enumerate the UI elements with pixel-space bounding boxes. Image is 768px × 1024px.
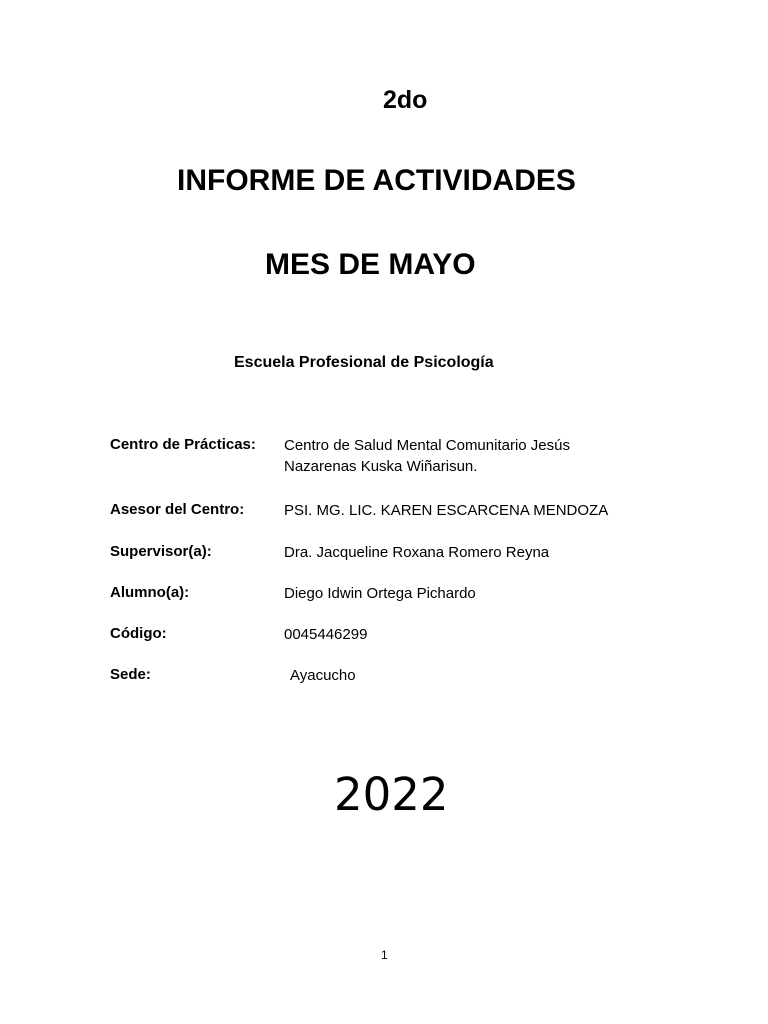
codigo-value: 0045446299 — [284, 626, 368, 643]
centro-value-line1: Centro de Salud Mental Comunitario Jesús — [284, 437, 570, 454]
document-year: 2022 — [334, 768, 449, 821]
sede-value: Ayacucho — [290, 667, 356, 684]
document-subtitle: MES DE MAYO — [265, 248, 476, 281]
edition-label: 2do — [383, 86, 428, 114]
supervisor-label: Supervisor(a): — [110, 543, 212, 560]
alumno-label: Alumno(a): — [110, 584, 190, 601]
asesor-label: Asesor del Centro: — [110, 501, 245, 518]
codigo-label: Código: — [110, 625, 167, 642]
supervisor-value: Dra. Jacqueline Roxana Romero Reyna — [284, 544, 550, 561]
centro-value-line2: Nazarenas Kuska Wiñarisun. — [284, 458, 478, 475]
asesor-value: PSI. MG. LIC. KAREN ESCARCENA MENDOZA — [284, 502, 609, 519]
sede-label: Sede: — [110, 666, 151, 683]
school-name: Escuela Profesional de Psicología — [234, 354, 494, 371]
document-title: INFORME DE ACTIVIDADES — [177, 164, 576, 197]
centro-label: Centro de Prácticas: — [110, 436, 256, 453]
alumno-value: Diego Idwin Ortega Pichardo — [284, 585, 476, 602]
page-number: 1 — [381, 948, 388, 962]
